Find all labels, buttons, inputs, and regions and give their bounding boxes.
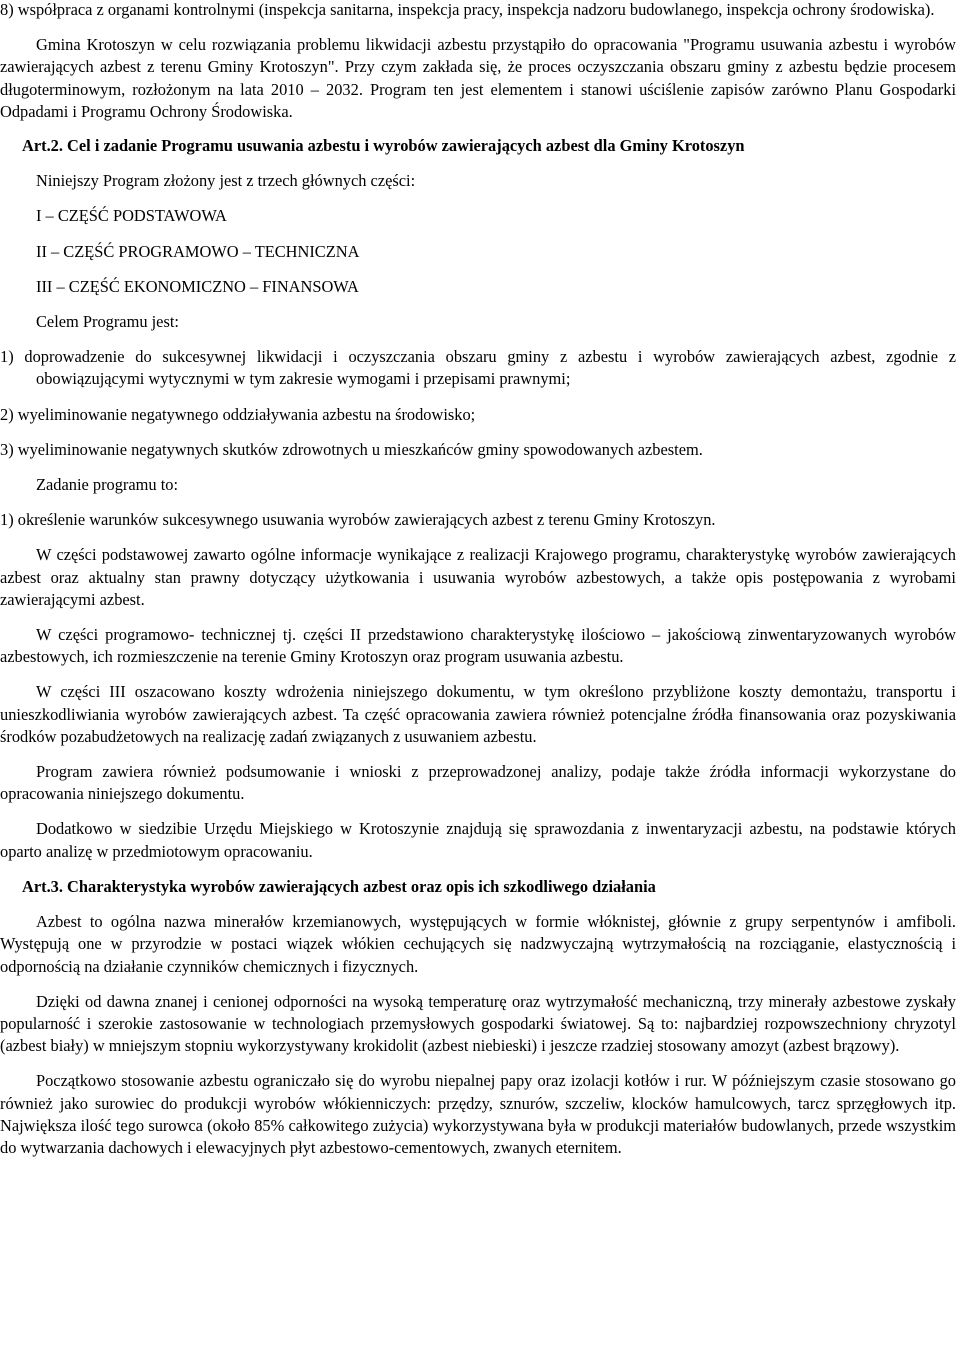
paragraph-inventory: Dodatkowo w siedzibie Urzędu Miejskiego w Krotoszynie znajdują się sprawozdania z inwentaryzacji azbestu, na podstawie których oparto analizę w przedmiotowym opracowaniu. [0, 819, 956, 861]
paragraph-summary: Program zawiera również podsumowanie i wnioski z przeprowadzonej analizy, podaje także źródła informacji wykorzystane do opracowania niniejszego dokumentu. [0, 762, 956, 804]
list-item-8: 8) współpraca z organami kontrolnymi (inspekcja sanitarna, inspekcja pracy, inspekcja nadzoru budowlanego, inspekcja ochrony środowiska). [0, 0, 935, 19]
goal-item-3: 3) wyeliminowanie negatywnych skutków zdrowotnych u mieszkańców gminy spowodowanych azbestem. [0, 439, 703, 459]
paragraph-asbestos-usage: Początkowo stosowanie azbestu ograniczało się do wyrobu niepalnej papy oraz izolacji kotłów i rur. W późniejszym czasie stosowano go również jako surowiec do produkcji wyrobów włókienniczych: przędzy, sznurów, szczeliw, klocków hamulcowych, tarcz sprzęgłowych itp. Największa ilość tego surowca (około 85% całkowitego zużycia) wykorzystywana była w produkcji materiałów budowlanych, przede wszystkim do wytwarzania dachowych i elewacyjnych płyt azbestowo-cementowych, zwanych eternitem. [0, 1071, 956, 1157]
paragraph-asbestos-definition: Azbest to ogólna nazwa minerałów krzemianowych, występujących w formie włóknistej, głównie z grupy serpentynów i amfiboli. Występują one w przyrodzie w postaci wiązek włókien cechujących się nadzwyczajną wytrzymałością na rozciąganie, elastycznością i odpornością na działanie czynników chemicznych i fizycznych. [0, 912, 956, 976]
goal-label: Celem Programu jest: [36, 312, 179, 332]
art2-intro: Niniejszy Program złożony jest z trzech głównych części: [36, 171, 416, 191]
part-2: II – CZĘŚĆ PROGRAMOWO – TECHNICZNA [36, 241, 360, 261]
art2-heading: Art.2. Cel i zadanie Programu usuwania azbestu i wyrobów zawierających azbest dla Gminy Krotoszyn [22, 136, 745, 156]
paragraph-part-1: W części podstawowej zawarto ogólne informacje wynikające z realizacji Krajowego programu, charakterystykę wyrobów zawierających azbest oraz aktualny stan prawny dotyczący użytkowania i usuwania wyrobów azbestowych, a także opis postępowania z wyrobami zawierającymi azbest. [0, 545, 956, 609]
paragraph-gmina: Gmina Krotoszyn w celu rozwiązania problemu likwidacji azbestu przystąpiło do opracowania "Programu usuwania azbestu i wyrobów zawierających azbest z terenu Gminy Krotoszyn". Przy czym zakłada się, że proces oczyszczania obszaru gminy z azbestu będzie procesem długoterminowym, rozłożonym na lata 2010 – 2032. Program ten jest elementem i stanowi uściślenie zapisów zarówno Planu Gospodarki Odpadami i Programu Ochrony Środowiska. [0, 35, 956, 121]
goal-item-2: 2) wyeliminowanie negatywnego oddziaływania azbestu na środowisko; [0, 404, 476, 424]
part-1: I – CZĘŚĆ PODSTAWOWA [36, 206, 227, 226]
paragraph-asbestos-minerals: Dzięki od dawna znanej i cenionej odporności na wysoką temperaturę oraz wytrzymałość mechaniczną, trzy minerały azbestowe zyskały popularność i szerokie zastosowanie w technologiach przemysłowych gospodarki światowej. Są to: najbardziej rozpowszechniony chryzotyl (azbest biały) w mniejszym stopniu wykorzystywany krokidolit (azbest niebieski) i jeszcze rzadziej stosowany amozyt (azbest brązowy). [0, 991, 956, 1056]
art3-heading: Art.3. Charakterystyka wyrobów zawierających azbest oraz opis ich szkodliwego działania [22, 876, 656, 896]
paragraph-part-3: W części III oszacowano koszty wdrożenia niniejszego dokumentu, w tym określono przybliżone koszty demontażu, transportu i unieszkodliwiania wyrobów zawierających azbest. Ta część opracowania zawiera również potencjalne źródła finansowania oraz pozyskiwania środków pozabudżetowych na realizację zadań związanych z usuwaniem azbestu. [0, 682, 956, 746]
part-3: III – CZĘŚĆ EKONOMICZNO – FINANSOWA [36, 276, 359, 296]
paragraph-part-2: W części programowo- technicznej tj. części II przedstawiono charakterystykę ilościowo – jakościową zinwentaryzowanych wyrobów azbestowych, ich rozmieszczenie na terenie Gminy Krotoszyn oraz program usuwania azbestu. [0, 625, 956, 667]
goal-item-1: 1) doprowadzenie do sukcesywnej likwidacji i oczyszczania obszaru gminy z azbestu i wyrobów zawierających azbest, zgodnie z obowiązującymi wytycznymi w tym zakresie wymogami i przepisami prawnymi; [0, 347, 956, 389]
task-item-1: 1) określenie warunków sukcesywnego usuwania wyrobów zawierających azbest z terenu Gminy Krotoszyn. [0, 510, 716, 530]
task-label: Zadanie programu to: [36, 475, 179, 495]
